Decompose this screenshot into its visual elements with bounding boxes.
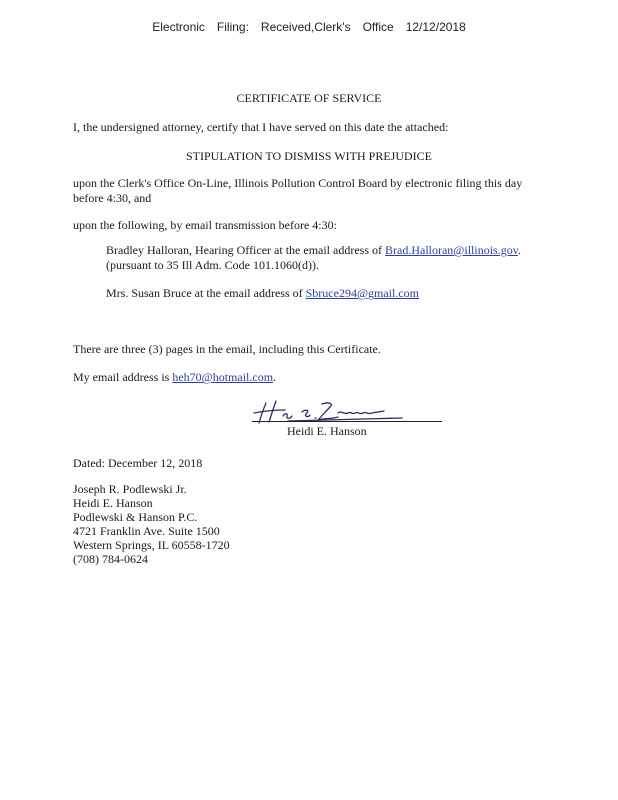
clerk-service-line-2: before 4:30, and xyxy=(73,191,152,205)
recipient-text: Mrs. Susan Bruce at the email address of xyxy=(106,286,306,300)
filing-header-part: Filing: xyxy=(216,20,249,34)
my-email-link[interactable]: heh70@hotmail.com xyxy=(172,370,274,384)
document-title: CERTIFICATE OF SERVICE xyxy=(236,91,382,105)
filing-header-part: Electronic xyxy=(152,20,205,34)
address-line: Heidi E. Hanson xyxy=(73,496,153,510)
signature-block xyxy=(252,398,442,438)
filing-stamp-header xyxy=(0,20,618,34)
susan-bruce-email-link[interactable]: Sbruce294@gmail.com xyxy=(305,286,419,300)
recipient-susan-bruce xyxy=(106,286,419,300)
date-line: Dated: December 12, 2018 xyxy=(73,456,203,470)
clerk-service-line-1: upon the Clerk's Office On-Line, Illinois Pollution Control Board by electronic filing this day xyxy=(73,176,523,190)
address-line: Podlewski & Hanson P.C. xyxy=(73,510,198,524)
email-service-intro: upon the following, by email transmission before 4:30: xyxy=(73,218,337,232)
served-document-name: STIPULATION TO DISMISS WITH PREJUDICE xyxy=(185,149,433,163)
address-line: (708) 784-0624 xyxy=(73,552,148,566)
recipient-text: Bradley Halloran, Hearing Officer at the email address of xyxy=(106,243,385,257)
filing-header-part: Received,Clerk's xyxy=(260,20,351,34)
regulation-note: (pursuant to 35 Ill Adm. Code 101.1060(d)). xyxy=(106,258,319,272)
hearing-officer-email-link[interactable]: Brad.Halloran@illinois.gov xyxy=(385,243,518,257)
my-email-text: My email address is xyxy=(73,370,173,384)
page-count-line: There are three (3) pages in the email, including this Certificate. xyxy=(73,342,381,356)
my-email-line xyxy=(73,370,276,384)
address-line: 4721 Franklin Ave. Suite 1500 xyxy=(73,524,220,538)
intro-text: I, the undersigned attorney, certify that I have served on this date the attached: xyxy=(73,120,449,134)
address-line: Western Springs, IL 60558-1720 xyxy=(73,538,230,552)
filing-header-part: 12/12/2018 xyxy=(405,20,466,34)
filing-header-part: Office xyxy=(362,20,394,34)
my-email-suffix: . xyxy=(273,370,277,384)
signature-line xyxy=(252,421,442,422)
recipient-text-suffix: . xyxy=(517,243,521,257)
recipient-hearing-officer xyxy=(106,243,521,257)
address-line: Joseph R. Podlewski Jr. xyxy=(73,482,187,496)
signer-name: Heidi E. Hanson xyxy=(287,424,367,438)
